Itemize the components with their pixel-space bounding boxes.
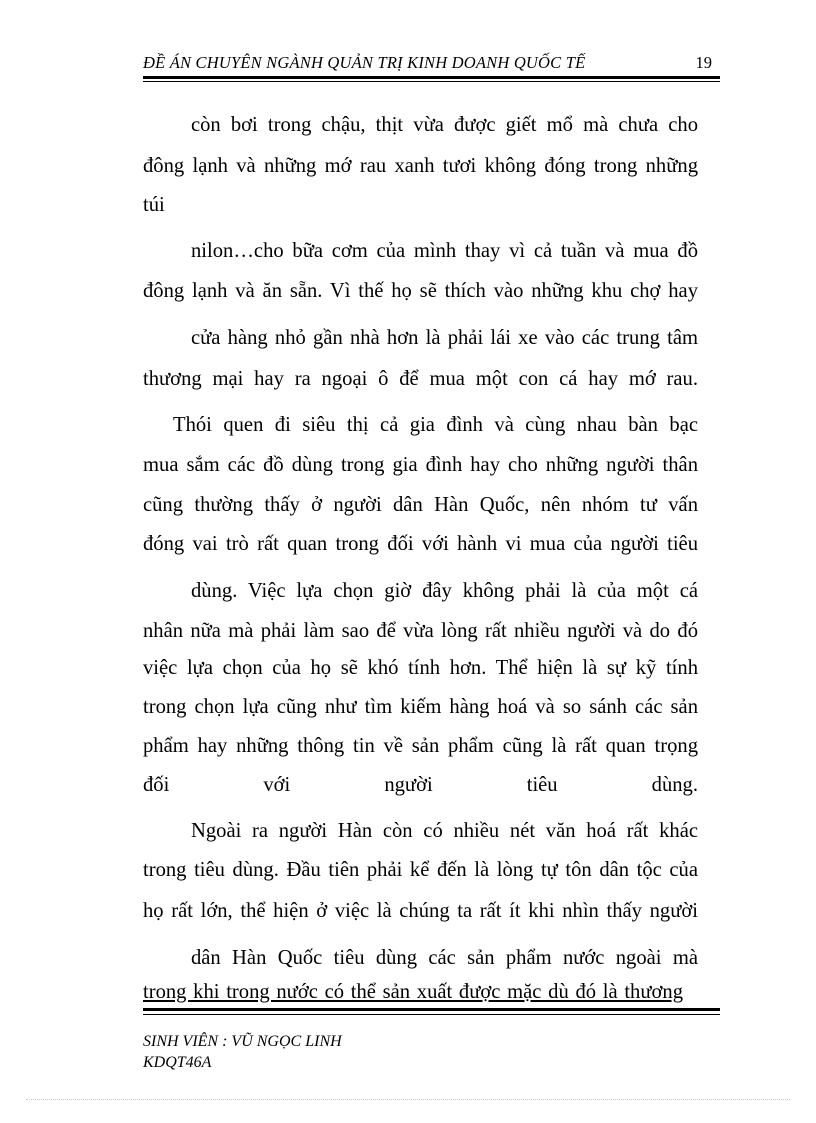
page-number: 19 [695, 53, 712, 72]
body-line: trong chọn lựa cũng như tìm kiếm hàng hoá và so sánh các sản [143, 696, 698, 718]
footer-class-code: KDQT46A [143, 1054, 212, 1071]
header-rule-thick [143, 76, 720, 79]
body-line: Ngoài ra người Hàn còn có nhiều nét văn hoá rất khác [191, 820, 698, 842]
body-line: việc lựa chọn của họ sẽ khó tính hơn. Thể hiện là sự kỹ tính [143, 657, 698, 679]
body-line: còn bơi trong chậu, thịt vừa được giết mổ mà chưa cho [191, 114, 698, 136]
body-line: cũng thường thấy ở người dân Hàn Quốc, nên nhóm tư vấn [143, 494, 698, 516]
body-line: phẩm hay những thông tin về sản phẩm cũng là rất quan trọng [143, 735, 698, 757]
header-title: ĐỀ ÁN CHUYÊN NGÀNH QUẢN TRỊ KINH DOANH QUỐC TẾ [143, 53, 586, 72]
spread-word: người [384, 774, 433, 796]
body-line: túi [143, 194, 165, 216]
page-bottom-dotted-line [26, 1099, 790, 1100]
spread-word: với [263, 774, 291, 796]
body-line: trong tiêu dùng. Đầu tiên phải kể đến là lòng tự tôn dân tộc của [143, 859, 698, 881]
footer-student-name: SINH VIÊN : VŨ NGỌC LINH [143, 1033, 342, 1050]
body-line: họ rất lớn, thể hiện ở việc là chúng ta rất ít khi nhìn thấy người [143, 900, 698, 922]
header-rule-thin [143, 81, 720, 82]
body-line: đông lạnh và ăn sẵn. Vì thế họ sẽ thích vào những khu chợ hay [143, 280, 698, 302]
spread-word: tiêu [526, 774, 558, 796]
body-line: mua sắm các đồ dùng trong gia đình hay cho những người thân [143, 454, 698, 476]
spread-word: đối [143, 774, 170, 796]
body-line: dùng. Việc lựa chọn giờ đây không phải là của một cá [191, 580, 698, 602]
body-line: cửa hàng nhỏ gần nhà hơn là phải lái xe vào các trung tâm [191, 327, 698, 349]
body-line: trong khi trong nước có thể sản xuất được mặc dù đó là thương [143, 981, 683, 1003]
body-line: nhân nữa mà phải làm sao để vừa lòng rất nhiều người và do đó [143, 620, 698, 642]
body-line: thương mại hay ra ngoại ô để mua một con cá hay mớ rau. [143, 368, 698, 390]
body-line: đông lạnh và những mớ rau xanh tươi không đóng trong những [143, 155, 698, 177]
spread-line [143, 765, 698, 806]
body-line: nilon…cho bữa cơm của mình thay vì cả tuần và mua đồ [191, 240, 698, 262]
body-line: Thói quen đi siêu thị cả gia đình và cùng nhau bàn bạc [173, 414, 698, 436]
spread-word: dùng. [651, 774, 698, 796]
body-line: dân Hàn Quốc tiêu dùng các sản phẩm nước ngoài mà [191, 947, 698, 969]
footer-rule-thin [143, 1014, 720, 1015]
body-line: đóng vai trò rất quan trong đối với hành vi mua của người tiêu [143, 533, 698, 555]
footer-rule-thick [143, 1008, 720, 1011]
